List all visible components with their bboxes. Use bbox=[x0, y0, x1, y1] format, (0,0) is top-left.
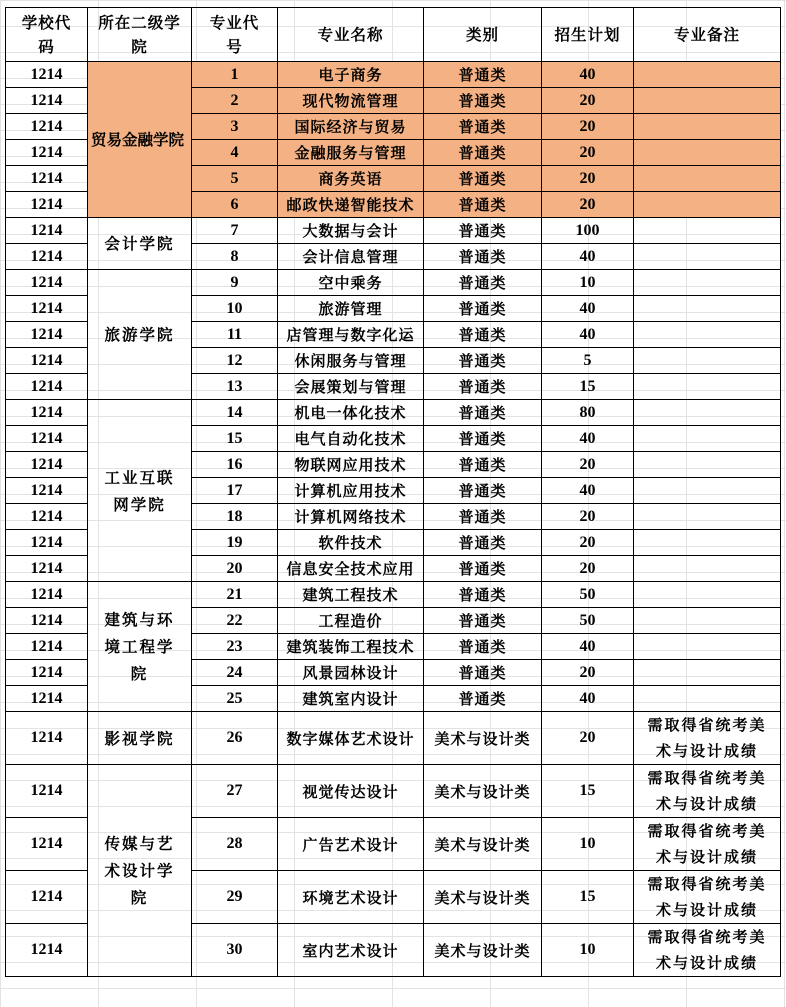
major-name-cell: 商务英语 bbox=[278, 166, 424, 192]
plan-cell: 20 bbox=[542, 660, 634, 686]
note-cell bbox=[634, 374, 781, 400]
plan-cell: 15 bbox=[542, 374, 634, 400]
category-cell: 普通类 bbox=[424, 504, 542, 530]
category-cell: 普通类 bbox=[424, 114, 542, 140]
major-name-cell: 电子商务 bbox=[278, 62, 424, 88]
major-name-cell: 广告艺术设计 bbox=[278, 818, 424, 871]
plan-cell: 20 bbox=[542, 88, 634, 114]
major-name-cell: 建筑装饰工程技术 bbox=[278, 634, 424, 660]
note-cell bbox=[634, 348, 781, 374]
note-cell bbox=[634, 452, 781, 478]
major-name-cell: 会计信息管理 bbox=[278, 244, 424, 270]
school-code-cell: 1214 bbox=[6, 478, 88, 504]
school-code-cell: 1214 bbox=[6, 140, 88, 166]
major-name-cell: 店管理与数字化运 bbox=[278, 322, 424, 348]
table-row bbox=[6, 62, 781, 88]
plan-cell: 40 bbox=[542, 244, 634, 270]
note-cell bbox=[634, 244, 781, 270]
major-code-cell: 1 bbox=[192, 62, 278, 88]
school-code-cell: 1214 bbox=[6, 634, 88, 660]
school-code-cell: 1214 bbox=[6, 924, 88, 977]
school-code-cell: 1214 bbox=[6, 556, 88, 582]
major-name-cell: 邮政快递智能技术 bbox=[278, 192, 424, 218]
major-name-cell: 环境艺术设计 bbox=[278, 871, 424, 924]
note-cell bbox=[634, 88, 781, 114]
note-cell bbox=[634, 426, 781, 452]
college-cell: 影视学院 bbox=[88, 712, 192, 765]
category-cell: 美术与设计类 bbox=[424, 871, 542, 924]
school-code-cell: 1214 bbox=[6, 504, 88, 530]
plan-cell: 20 bbox=[542, 556, 634, 582]
major-name-cell: 旅游管理 bbox=[278, 296, 424, 322]
major-name-cell: 现代物流管理 bbox=[278, 88, 424, 114]
plan-cell: 40 bbox=[542, 478, 634, 504]
note-cell: 需取得省统考美术与设计成绩 bbox=[634, 765, 781, 818]
school-code-cell: 1214 bbox=[6, 452, 88, 478]
major-name-cell: 计算机应用技术 bbox=[278, 478, 424, 504]
major-code-cell: 30 bbox=[192, 924, 278, 977]
plan-cell: 100 bbox=[542, 218, 634, 244]
category-cell: 普通类 bbox=[424, 192, 542, 218]
college-cell: 传媒与艺术设计学院 bbox=[88, 765, 192, 977]
plan-cell: 50 bbox=[542, 582, 634, 608]
note-cell bbox=[634, 660, 781, 686]
category-cell: 普通类 bbox=[424, 140, 542, 166]
category-cell: 美术与设计类 bbox=[424, 924, 542, 977]
school-code-cell: 1214 bbox=[6, 426, 88, 452]
major-name-cell: 机电一体化技术 bbox=[278, 400, 424, 426]
major-code-cell: 14 bbox=[192, 400, 278, 426]
major-name-cell: 计算机网络技术 bbox=[278, 504, 424, 530]
major-code-cell: 29 bbox=[192, 871, 278, 924]
category-cell: 普通类 bbox=[424, 296, 542, 322]
plan-cell: 20 bbox=[542, 114, 634, 140]
header-category: 类别 bbox=[424, 8, 542, 62]
major-code-cell: 15 bbox=[192, 426, 278, 452]
major-code-cell: 22 bbox=[192, 608, 278, 634]
school-code-cell: 1214 bbox=[6, 322, 88, 348]
school-code-cell: 1214 bbox=[6, 88, 88, 114]
note-cell bbox=[634, 504, 781, 530]
category-cell: 普通类 bbox=[424, 400, 542, 426]
plan-cell: 20 bbox=[542, 192, 634, 218]
note-cell bbox=[634, 634, 781, 660]
major-code-cell: 21 bbox=[192, 582, 278, 608]
plan-cell: 20 bbox=[542, 140, 634, 166]
major-name-cell: 工程造价 bbox=[278, 608, 424, 634]
major-code-cell: 3 bbox=[192, 114, 278, 140]
category-cell: 普通类 bbox=[424, 582, 542, 608]
category-cell: 普通类 bbox=[424, 426, 542, 452]
note-cell bbox=[634, 192, 781, 218]
note-cell bbox=[634, 400, 781, 426]
plan-cell: 20 bbox=[542, 530, 634, 556]
category-cell: 美术与设计类 bbox=[424, 818, 542, 871]
college-cell: 旅游学院 bbox=[88, 270, 192, 400]
major-code-cell: 12 bbox=[192, 348, 278, 374]
table-row bbox=[6, 270, 781, 296]
school-code-cell: 1214 bbox=[6, 270, 88, 296]
major-name-cell: 建筑室内设计 bbox=[278, 686, 424, 712]
header-note: 专业备注 bbox=[634, 8, 781, 62]
major-code-cell: 9 bbox=[192, 270, 278, 296]
plan-cell: 15 bbox=[542, 765, 634, 818]
note-cell bbox=[634, 478, 781, 504]
note-cell: 需取得省统考美术与设计成绩 bbox=[634, 871, 781, 924]
major-code-cell: 23 bbox=[192, 634, 278, 660]
note-cell bbox=[634, 322, 781, 348]
school-code-cell: 1214 bbox=[6, 530, 88, 556]
category-cell: 普通类 bbox=[424, 244, 542, 270]
school-code-cell: 1214 bbox=[6, 374, 88, 400]
major-name-cell: 国际经济与贸易 bbox=[278, 114, 424, 140]
plan-cell: 40 bbox=[542, 62, 634, 88]
school-code-cell: 1214 bbox=[6, 348, 88, 374]
major-name-cell: 空中乘务 bbox=[278, 270, 424, 296]
note-cell bbox=[634, 608, 781, 634]
school-code-cell: 1214 bbox=[6, 686, 88, 712]
major-name-cell: 物联网应用技术 bbox=[278, 452, 424, 478]
major-name-cell: 数字媒体艺术设计 bbox=[278, 712, 424, 765]
note-cell bbox=[634, 556, 781, 582]
major-code-cell: 25 bbox=[192, 686, 278, 712]
school-code-cell: 1214 bbox=[6, 296, 88, 322]
school-code-cell: 1214 bbox=[6, 608, 88, 634]
note-cell bbox=[634, 686, 781, 712]
school-code-cell: 1214 bbox=[6, 166, 88, 192]
category-cell: 普通类 bbox=[424, 322, 542, 348]
school-code-cell: 1214 bbox=[6, 400, 88, 426]
major-code-cell: 7 bbox=[192, 218, 278, 244]
major-code-cell: 2 bbox=[192, 88, 278, 114]
category-cell: 普通类 bbox=[424, 270, 542, 296]
school-code-cell: 1214 bbox=[6, 818, 88, 871]
category-cell: 美术与设计类 bbox=[424, 765, 542, 818]
major-name-cell: 风景园林设计 bbox=[278, 660, 424, 686]
major-code-cell: 19 bbox=[192, 530, 278, 556]
major-code-cell: 5 bbox=[192, 166, 278, 192]
major-code-cell: 26 bbox=[192, 712, 278, 765]
header-major-code: 专业代号 bbox=[192, 8, 278, 62]
major-name-cell: 会展策划与管理 bbox=[278, 374, 424, 400]
category-cell: 普通类 bbox=[424, 452, 542, 478]
note-cell: 需取得省统考美术与设计成绩 bbox=[634, 924, 781, 977]
major-code-cell: 20 bbox=[192, 556, 278, 582]
category-cell: 普通类 bbox=[424, 88, 542, 114]
note-cell bbox=[634, 296, 781, 322]
major-name-cell: 室内艺术设计 bbox=[278, 924, 424, 977]
note-cell bbox=[634, 140, 781, 166]
note-cell: 需取得省统考美术与设计成绩 bbox=[634, 818, 781, 871]
category-cell: 普通类 bbox=[424, 166, 542, 192]
plan-cell: 80 bbox=[542, 400, 634, 426]
note-cell: 需取得省统考美术与设计成绩 bbox=[634, 712, 781, 765]
major-name-cell: 软件技术 bbox=[278, 530, 424, 556]
category-cell: 普通类 bbox=[424, 478, 542, 504]
plan-cell: 20 bbox=[542, 504, 634, 530]
school-code-cell: 1214 bbox=[6, 765, 88, 818]
category-cell: 普通类 bbox=[424, 634, 542, 660]
major-name-cell: 建筑工程技术 bbox=[278, 582, 424, 608]
college-cell: 贸易金融学院 bbox=[88, 62, 192, 218]
school-code-cell: 1214 bbox=[6, 660, 88, 686]
table-row bbox=[6, 582, 781, 608]
plan-cell: 40 bbox=[542, 686, 634, 712]
category-cell: 普通类 bbox=[424, 374, 542, 400]
note-cell bbox=[634, 62, 781, 88]
plan-cell: 40 bbox=[542, 322, 634, 348]
category-cell: 普通类 bbox=[424, 530, 542, 556]
school-code-cell: 1214 bbox=[6, 192, 88, 218]
major-name-cell: 视觉传达设计 bbox=[278, 765, 424, 818]
college-cell: 建筑与环境工程学院 bbox=[88, 582, 192, 712]
header-row bbox=[6, 8, 781, 62]
note-cell bbox=[634, 270, 781, 296]
major-code-cell: 17 bbox=[192, 478, 278, 504]
table-row bbox=[6, 400, 781, 426]
plan-cell: 10 bbox=[542, 818, 634, 871]
plan-cell: 5 bbox=[542, 348, 634, 374]
category-cell: 普通类 bbox=[424, 62, 542, 88]
table-row bbox=[6, 712, 781, 765]
table-row bbox=[6, 218, 781, 244]
header-plan: 招生计划 bbox=[542, 8, 634, 62]
plan-cell: 15 bbox=[542, 871, 634, 924]
note-cell bbox=[634, 114, 781, 140]
major-code-cell: 27 bbox=[192, 765, 278, 818]
note-cell bbox=[634, 218, 781, 244]
header-college: 所在二级学院 bbox=[88, 8, 192, 62]
plan-cell: 40 bbox=[542, 296, 634, 322]
plan-cell: 10 bbox=[542, 270, 634, 296]
major-name-cell: 休闲服务与管理 bbox=[278, 348, 424, 374]
school-code-cell: 1214 bbox=[6, 582, 88, 608]
plan-cell: 20 bbox=[542, 452, 634, 478]
header-school-code: 学校代码 bbox=[6, 8, 88, 62]
school-code-cell: 1214 bbox=[6, 871, 88, 924]
major-code-cell: 8 bbox=[192, 244, 278, 270]
major-code-cell: 6 bbox=[192, 192, 278, 218]
header-major-name: 专业名称 bbox=[278, 8, 424, 62]
plan-cell: 40 bbox=[542, 634, 634, 660]
major-code-cell: 13 bbox=[192, 374, 278, 400]
school-code-cell: 1214 bbox=[6, 114, 88, 140]
college-cell: 会计学院 bbox=[88, 218, 192, 270]
major-name-cell: 信息安全技术应用 bbox=[278, 556, 424, 582]
category-cell: 普通类 bbox=[424, 348, 542, 374]
major-code-cell: 24 bbox=[192, 660, 278, 686]
school-code-cell: 1214 bbox=[6, 244, 88, 270]
school-code-cell: 1214 bbox=[6, 62, 88, 88]
major-name-cell: 金融服务与管理 bbox=[278, 140, 424, 166]
college-cell: 工业互联网学院 bbox=[88, 400, 192, 582]
category-cell: 普通类 bbox=[424, 686, 542, 712]
plan-cell: 40 bbox=[542, 426, 634, 452]
major-code-cell: 11 bbox=[192, 322, 278, 348]
major-code-cell: 28 bbox=[192, 818, 278, 871]
category-cell: 美术与设计类 bbox=[424, 712, 542, 765]
note-cell bbox=[634, 582, 781, 608]
plan-cell: 20 bbox=[542, 166, 634, 192]
major-code-cell: 10 bbox=[192, 296, 278, 322]
note-cell bbox=[634, 530, 781, 556]
major-code-cell: 16 bbox=[192, 452, 278, 478]
category-cell: 普通类 bbox=[424, 556, 542, 582]
category-cell: 普通类 bbox=[424, 218, 542, 244]
category-cell: 普通类 bbox=[424, 608, 542, 634]
category-cell: 普通类 bbox=[424, 660, 542, 686]
major-code-cell: 18 bbox=[192, 504, 278, 530]
plan-cell: 10 bbox=[542, 924, 634, 977]
school-code-cell: 1214 bbox=[6, 712, 88, 765]
major-name-cell: 电气自动化技术 bbox=[278, 426, 424, 452]
plan-cell: 20 bbox=[542, 712, 634, 765]
major-name-cell: 大数据与会计 bbox=[278, 218, 424, 244]
note-cell bbox=[634, 166, 781, 192]
major-code-cell: 4 bbox=[192, 140, 278, 166]
table-row bbox=[6, 765, 781, 818]
school-code-cell: 1214 bbox=[6, 218, 88, 244]
plan-cell: 50 bbox=[542, 608, 634, 634]
enrollment-plan-table bbox=[5, 7, 781, 977]
